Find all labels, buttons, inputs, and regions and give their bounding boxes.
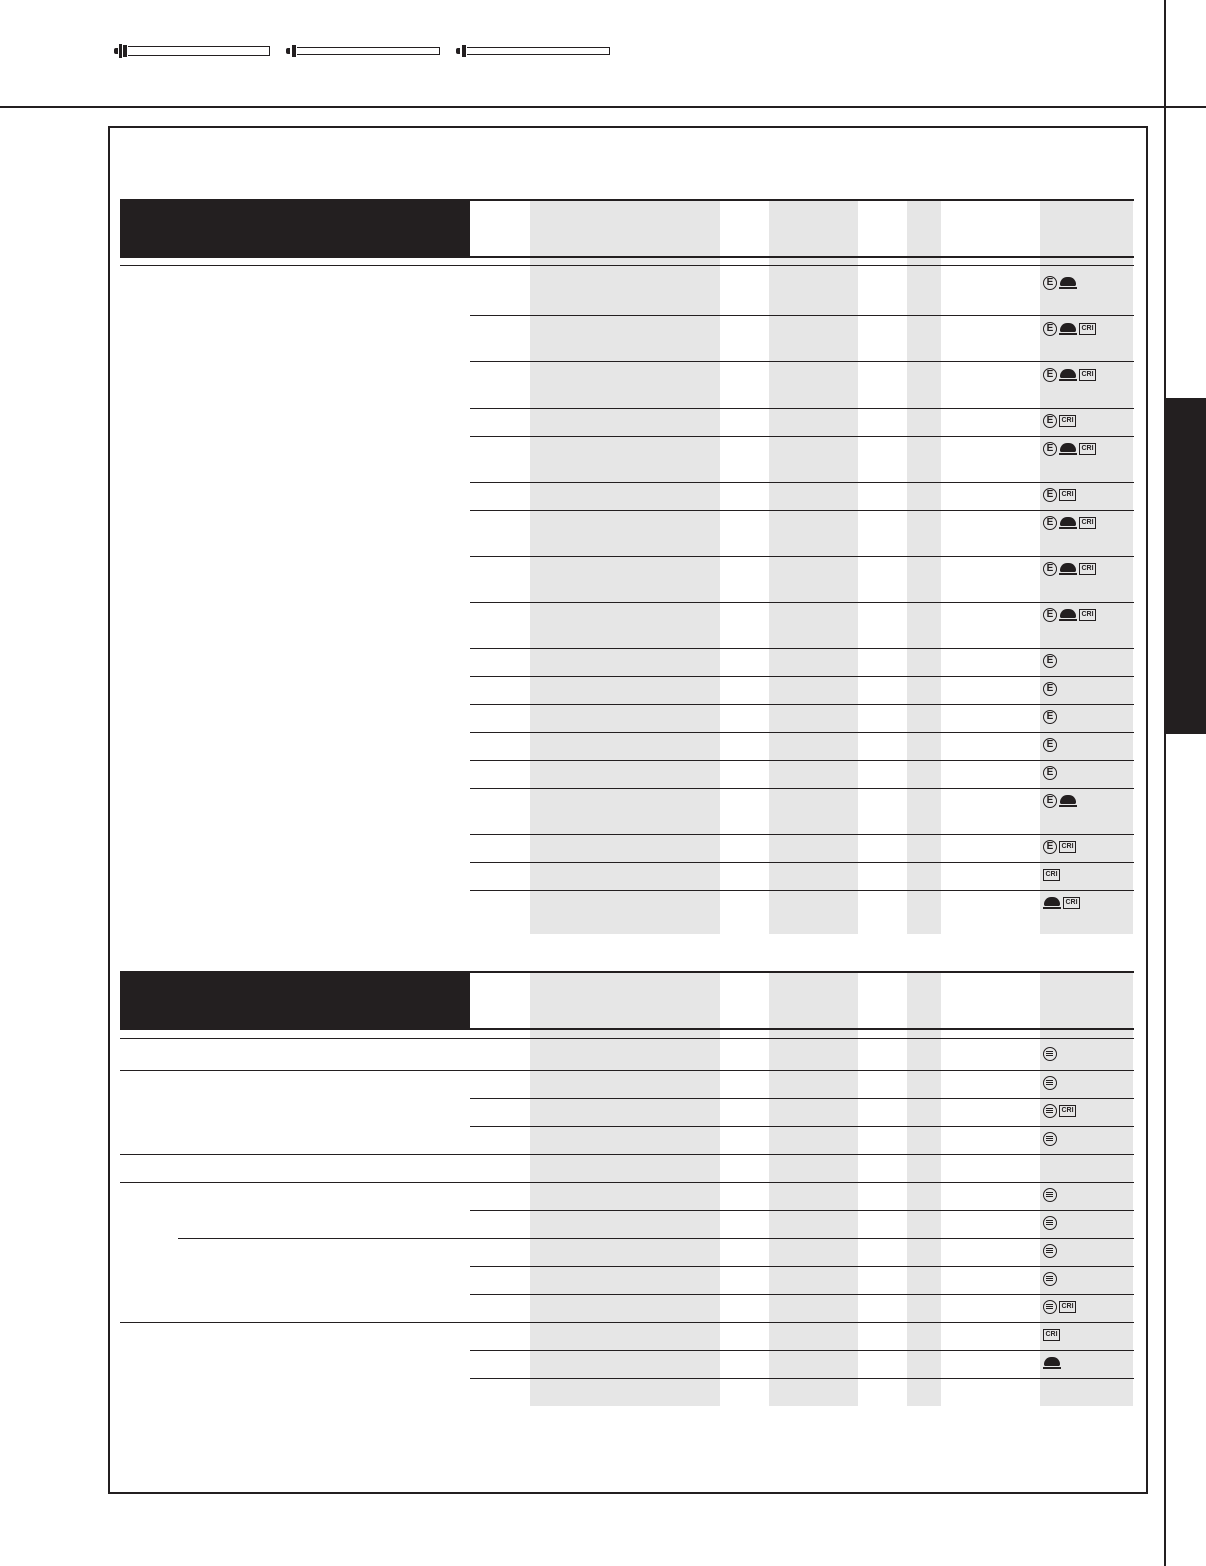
green-seal-icon — [1043, 1216, 1057, 1230]
green-seal-icon — [1043, 1047, 1057, 1061]
tree-icon — [1059, 795, 1077, 807]
tree-icon — [1059, 563, 1077, 575]
header-rule — [0, 106, 1206, 108]
certification-cell — [1043, 514, 1096, 532]
certification-cell — [1043, 652, 1057, 670]
row-separator — [470, 704, 1134, 705]
row-separator — [470, 361, 1134, 362]
e-icon: E — [1043, 682, 1057, 696]
row-separator — [470, 1294, 1134, 1295]
green-seal-icon — [1043, 1188, 1057, 1202]
cri-icon: CRI — [1059, 489, 1076, 501]
e-icon: E — [1043, 322, 1057, 336]
e-icon: E — [1043, 488, 1057, 502]
shaded-column — [907, 200, 941, 934]
green-seal-icon — [1043, 1104, 1057, 1118]
cri-icon: CRI — [1059, 841, 1076, 853]
e-icon: E — [1043, 414, 1057, 428]
e-icon: E — [1043, 516, 1057, 530]
row-separator — [120, 1322, 1134, 1323]
e-icon: E — [1043, 562, 1057, 576]
certification-cell — [1043, 1074, 1057, 1092]
cri-icon: CRI — [1079, 609, 1096, 621]
green-seal-icon — [1043, 1076, 1057, 1090]
row-separator — [120, 1038, 1134, 1039]
row-separator — [470, 760, 1134, 761]
certification-cell — [1043, 1130, 1057, 1148]
green-seal-icon — [1043, 1272, 1057, 1286]
tree-icon — [1059, 277, 1077, 289]
section-tab[interactable] — [1164, 398, 1206, 734]
row-separator — [470, 408, 1134, 409]
tree-icon — [1059, 609, 1077, 621]
certification-cell — [1043, 1045, 1057, 1063]
table-header-block — [120, 972, 470, 1028]
cri-icon: CRI — [1059, 1105, 1076, 1117]
e-icon: E — [1043, 840, 1057, 854]
row-separator — [470, 862, 1134, 863]
tree-icon — [1059, 369, 1077, 381]
e-icon: E — [1043, 654, 1057, 668]
shaded-column — [769, 200, 858, 934]
certification-cell — [1043, 366, 1096, 384]
row-separator — [470, 676, 1134, 677]
margin-rule — [1164, 0, 1166, 1566]
cri-icon: CRI — [1043, 869, 1060, 881]
row-separator — [470, 1126, 1134, 1127]
tree-icon — [1059, 517, 1077, 529]
tree-icon — [1059, 443, 1077, 455]
certification-cell — [1043, 412, 1076, 430]
certification-cell — [1043, 1354, 1061, 1372]
green-seal-icon — [1043, 1132, 1057, 1146]
table-header-rule — [120, 1028, 1134, 1030]
row-separator — [470, 648, 1134, 649]
certification-cell — [1043, 1186, 1057, 1204]
row-separator — [470, 1266, 1134, 1267]
certification-cell — [1043, 1102, 1076, 1120]
certification-cell — [1043, 764, 1057, 782]
certification-cell — [1043, 1298, 1076, 1316]
certification-cell — [1043, 440, 1096, 458]
cri-icon: CRI — [1079, 517, 1096, 529]
certification-cell — [1043, 1326, 1060, 1344]
cri-icon: CRI — [1059, 1301, 1076, 1313]
certification-cell — [1043, 866, 1060, 884]
table-header-block — [120, 200, 470, 256]
certification-cell — [1043, 486, 1076, 504]
cri-icon: CRI — [1079, 443, 1096, 455]
row-separator — [178, 1238, 1134, 1239]
row-separator — [470, 436, 1134, 437]
e-icon: E — [1043, 710, 1057, 724]
certification-cell — [1043, 792, 1077, 810]
cri-icon: CRI — [1079, 563, 1096, 575]
row-separator — [470, 732, 1134, 733]
e-icon: E — [1043, 608, 1057, 622]
tree-icon — [1043, 897, 1061, 909]
e-icon: E — [1043, 794, 1057, 808]
row-separator — [470, 890, 1134, 891]
row-separator — [470, 1210, 1134, 1211]
certification-cell — [1043, 274, 1077, 292]
row-separator — [120, 1182, 1134, 1183]
row-separator — [470, 510, 1134, 511]
e-icon: E — [1043, 276, 1057, 290]
e-icon: E — [1043, 738, 1057, 752]
e-icon: E — [1043, 442, 1057, 456]
row-separator — [470, 315, 1134, 316]
lamp-icon — [456, 44, 610, 58]
certification-cell — [1043, 560, 1096, 578]
green-seal-icon — [1043, 1244, 1057, 1258]
row-separator — [470, 556, 1134, 557]
cri-icon: CRI — [1059, 415, 1076, 427]
certification-cell — [1043, 838, 1076, 856]
certification-cell — [1043, 1242, 1057, 1260]
row-separator — [470, 834, 1134, 835]
certification-cell — [1043, 1214, 1057, 1232]
row-separator — [470, 788, 1134, 789]
certification-cell — [1043, 606, 1096, 624]
row-separator — [120, 1070, 1134, 1071]
certification-cell — [1043, 1270, 1057, 1288]
row-separator — [470, 1098, 1134, 1099]
certification-cell — [1043, 894, 1080, 912]
certification-cell — [1043, 708, 1057, 726]
e-icon: E — [1043, 766, 1057, 780]
lamp-icon — [114, 44, 270, 58]
cri-icon: CRI — [1079, 369, 1096, 381]
green-seal-icon — [1043, 1300, 1057, 1314]
shaded-column — [530, 200, 720, 934]
table-body-rule — [120, 265, 1134, 266]
certification-cell — [1043, 680, 1057, 698]
certification-cell — [1043, 320, 1096, 338]
row-separator — [120, 1154, 1134, 1155]
row-separator — [470, 482, 1134, 483]
cri-icon: CRI — [1043, 1329, 1060, 1341]
lamp-icon — [286, 44, 440, 58]
row-separator — [470, 1350, 1134, 1351]
cri-icon: CRI — [1079, 323, 1096, 335]
cri-icon: CRI — [1063, 897, 1080, 909]
e-icon: E — [1043, 368, 1057, 382]
table-header-rule — [120, 256, 1134, 258]
tree-icon — [1059, 323, 1077, 335]
certification-cell — [1043, 736, 1057, 754]
row-separator — [470, 1378, 1134, 1379]
row-separator — [470, 602, 1134, 603]
tree-icon — [1043, 1357, 1061, 1369]
